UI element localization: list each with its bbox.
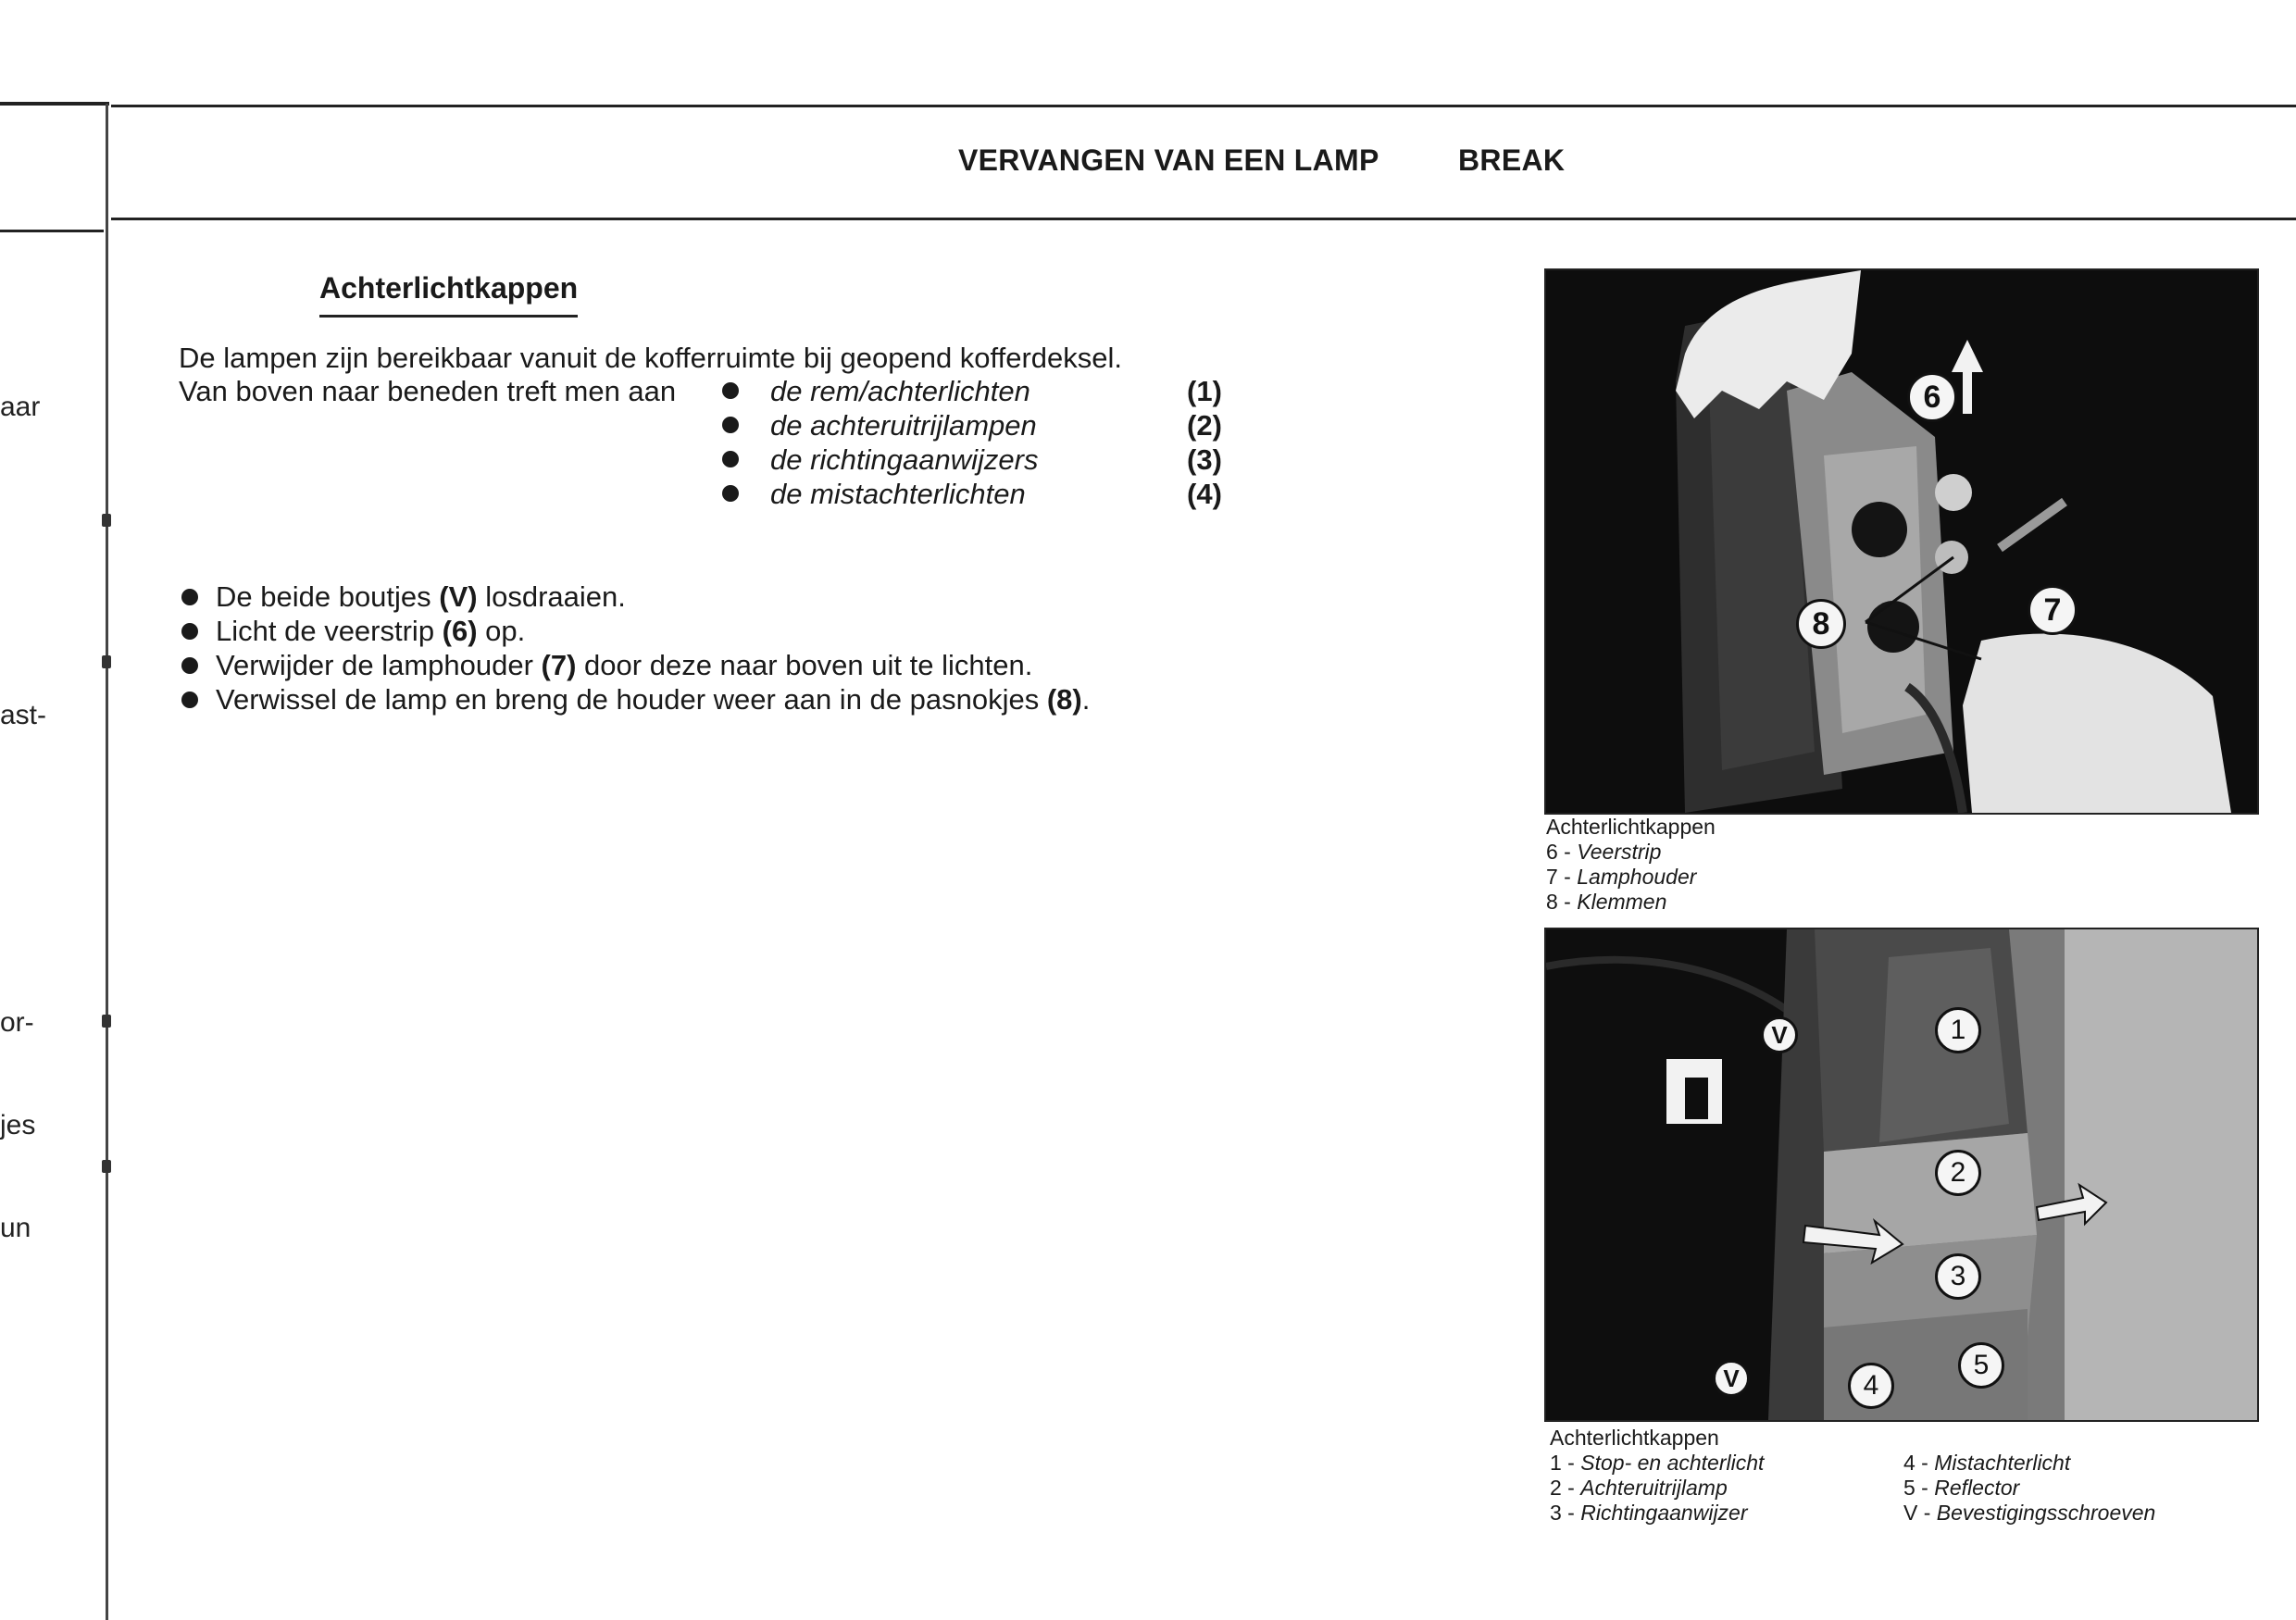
left-margin-fragment: un	[0, 1213, 31, 1243]
caption-item: 3 - Richtingaanwijzer	[1550, 1501, 1748, 1525]
section-heading: Achterlichtkappen	[319, 271, 578, 318]
left-margin-fragment: ast-	[0, 700, 47, 730]
photo-lamp-holder	[1544, 268, 2259, 815]
caption-item: 4 - Mistachterlicht	[1903, 1451, 2071, 1475]
page-header-title: VERVANGEN VAN EEN LAMP	[958, 143, 1379, 177]
callout-6: 6	[1907, 372, 1957, 422]
caption-item: 1 - Stop- en achterlicht	[1550, 1451, 1765, 1475]
page-header-subtitle: BREAK	[1458, 143, 1566, 177]
callout-4: 4	[1848, 1363, 1894, 1409]
intro-line-1: De lampen zijn bereikbaar vanuit de kofferruimte bij geopend kofferdeksel.	[179, 342, 1123, 374]
photo-rear-light	[1544, 928, 2259, 1422]
photo-illustration	[1546, 929, 2257, 1420]
figure2-caption	[1550, 1426, 1764, 1526]
spine-mark	[102, 514, 111, 527]
list-item	[722, 443, 1241, 478]
part-number: (3)	[1187, 443, 1222, 476]
part-label: de mistachterlichten	[770, 478, 1026, 510]
bullet-icon	[181, 657, 198, 674]
spine-mark	[102, 655, 111, 668]
step-text: De beide boutjes (V) losdraaien.	[216, 580, 626, 613]
part-label: de achteruitrijlampen	[770, 409, 1037, 442]
caption-item: 5 - Reflector	[1903, 1476, 2020, 1500]
left-page-rule	[0, 230, 104, 232]
header-rule	[111, 218, 2296, 220]
left-margin-fragment: aar	[0, 392, 41, 422]
list-item	[722, 478, 1241, 512]
step-text: Verwissel de lamp en breng de houder weer aan in de pasnokjes (8).	[216, 683, 1091, 716]
step-text: Verwijder de lamphouder (7) door deze naar boven uit te lichten.	[216, 649, 1033, 681]
bullet-icon	[181, 692, 198, 708]
step-text: Licht de veerstrip (6) op.	[216, 615, 526, 647]
callout-v-top: V	[1761, 1016, 1798, 1053]
caption-item: V - Bevestigingsschroeven	[1903, 1501, 2156, 1525]
callout-7: 7	[2028, 585, 2078, 635]
lamp-parts-list	[722, 375, 1241, 512]
callout-3: 3	[1935, 1253, 1981, 1300]
left-page-top-rule	[0, 102, 109, 106]
caption-item: 7 - Lamphouder	[1546, 865, 1697, 889]
bullet-icon	[722, 451, 739, 467]
caption-item: 6 - Veerstrip	[1546, 840, 1662, 864]
photo-illustration	[1546, 270, 2257, 813]
left-margin-fragment: jes	[0, 1110, 36, 1140]
callout-1: 1	[1935, 1007, 1981, 1053]
part-number: (2)	[1187, 409, 1222, 442]
part-label: de rem/achterlichten	[770, 375, 1030, 407]
caption-title: Achterlichtkappen	[1550, 1426, 1719, 1450]
bullet-icon	[181, 589, 198, 605]
bullet-icon	[722, 417, 739, 433]
callout-2: 2	[1935, 1150, 1981, 1196]
page-top-rule	[111, 105, 2296, 107]
part-number: (4)	[1187, 478, 1222, 510]
part-label: de richtingaanwijzers	[770, 443, 1039, 476]
bullet-icon	[181, 623, 198, 640]
spine-mark	[102, 1015, 111, 1028]
list-item	[722, 375, 1241, 409]
bullet-icon	[722, 382, 739, 399]
caption-item: 2 - Achteruitrijlamp	[1550, 1476, 1728, 1500]
intro-line-2: Van boven naar beneden treft men aan	[179, 375, 677, 407]
caption-title: Achterlichtkappen	[1546, 815, 1716, 839]
figure1-caption	[1546, 815, 1716, 915]
callout-8: 8	[1796, 599, 1846, 649]
bullet-icon	[722, 485, 739, 502]
page-spine	[106, 104, 108, 1620]
spine-mark	[102, 1160, 111, 1173]
callout-5: 5	[1958, 1342, 2004, 1389]
list-item	[722, 409, 1241, 443]
part-number: (1)	[1187, 375, 1222, 407]
callout-v-bottom: V	[1713, 1360, 1750, 1397]
figure2-caption-col2	[1903, 1451, 2155, 1526]
left-margin-fragment: or-	[0, 1007, 34, 1038]
caption-item: 8 - Klemmen	[1546, 890, 1667, 914]
